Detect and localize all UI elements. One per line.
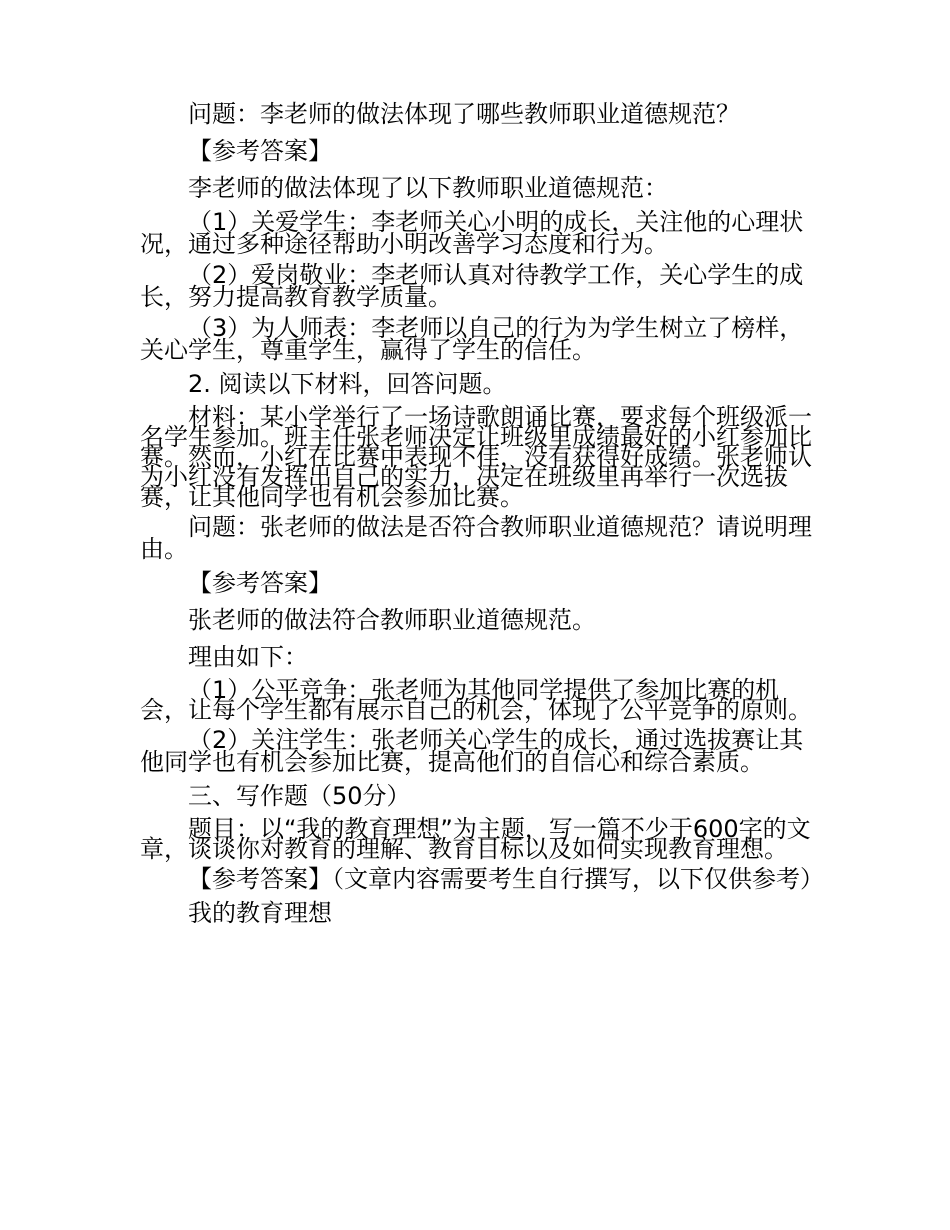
writing-prompt: 题目：以“我的教育理想”为主题，写一篇不少于600字的文章，谈谈你对教育的理解、教育目标以及如何实现教育理想。 [140,815,811,863]
reason-point-1: （1）公平竞争：张老师为其他同学提供了参加比赛的机会，让每个学生都有展示自己的机会，体现了公平竞争的原则。 [140,676,812,724]
answer-point-2: （2）爱岗敬业：李老师认真对待教学工作，关心学生的成长，努力提高教育教学质量。 [140,261,804,311]
answer-heading: 【参考答案】 [188,137,332,165]
answer-point-1: （1）关爱学生：李老师关心小明的成长，关注他的心理状况，通过多种途径帮助小明改善学习态度和行为。 [140,208,804,258]
question-paragraph-2: 问题：张老师的做法是否符合教师职业道德规范？请说明理由。 [140,513,812,563]
reason-point-2: （2）关注学生：张老师关心学生的成长，通过选拔赛让其他同学也有机会参加比赛，提高他们的自信心和综合素质。 [140,726,804,776]
essay-title: 我的教育理想 [188,899,332,927]
document-body [140,100,824,936]
material-paragraph: 材料：某小学举行了一场诗歌朗诵比赛，要求每个班级派一名学生参加。班主任张老师决定让班级里成绩最好的小红参加比赛。然而，小红在比赛中表现不佳，没有获得好成绩。张老师认为小红没有发挥出自己的实力，决定在班级里再举行一次选拔赛，让其他同学也有机会参加比赛。 [140,403,812,511]
answer-point-3: （3）为人师表：李老师以自己的行为为学生树立了榜样，关心学生，尊重学生，赢得了学生的信任。 [140,314,804,364]
writing-section-heading: 三、写作题（50分） [188,782,411,810]
section-2-heading: 2. 阅读以下材料，回答问题。 [188,370,507,398]
answer-summary: 张老师的做法符合教师职业道德规范。 [188,606,596,634]
answer-intro: 李老师的做法体现了以下教师职业道德规范： [188,174,668,202]
answer-heading-2: 【参考答案】 [188,569,332,597]
reason-heading: 理由如下： [188,643,308,671]
writing-answer-note: 【参考答案】（文章内容需要考生自行撰写，以下仅供参考） [188,865,824,893]
question-paragraph: 问题：李老师的做法体现了哪些教师职业道德规范？ [188,100,740,128]
